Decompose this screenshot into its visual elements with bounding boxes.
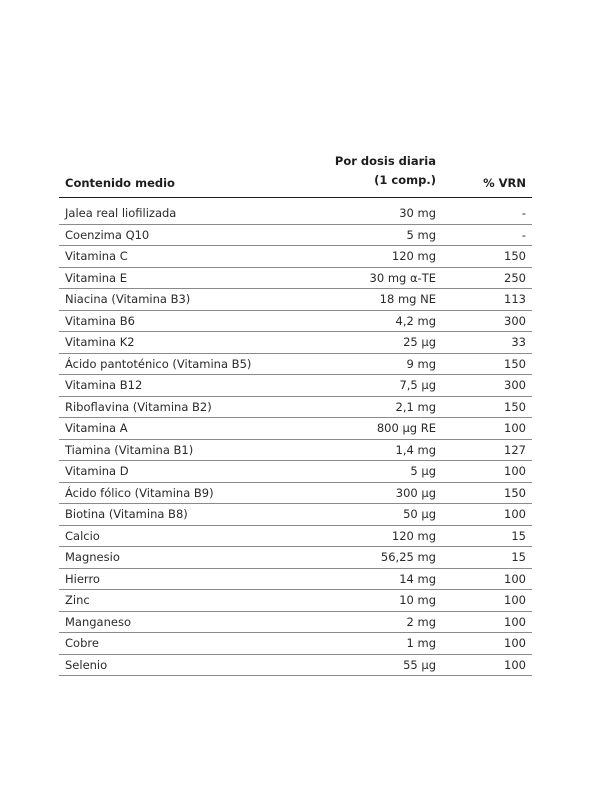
table-row <box>59 332 532 354</box>
nutrient-dose: 56,25 mg <box>380 550 436 564</box>
nutrient-vrn: 100 <box>504 657 526 672</box>
table-row <box>59 612 532 634</box>
nutrient-vrn: 33 <box>511 335 526 349</box>
nutrient-dose: 120 mg <box>391 249 436 263</box>
nutrient-name: Selenio <box>65 657 108 672</box>
nutrient-name: Vitamina K2 <box>65 335 135 349</box>
nutrient-name: Niacina (Vitamina B3) <box>65 292 191 306</box>
nutrient-vrn: 113 <box>504 292 526 306</box>
nutrient-name: Ácido pantoténico (Vitamina B5) <box>65 356 252 371</box>
nutrient-dose: 10 mg <box>399 593 436 607</box>
nutrient-name: Ácido fólico (Vitamina B9) <box>65 485 214 500</box>
nutrient-vrn: 100 <box>504 571 526 586</box>
table-row <box>59 633 532 655</box>
table-row <box>59 375 532 397</box>
nutrient-name: Vitamina B6 <box>65 313 135 328</box>
table-row <box>59 203 532 225</box>
nutrient-name: Vitamina A <box>65 421 128 435</box>
nutrient-dose: 25 µg <box>403 335 436 349</box>
table-row <box>59 526 532 548</box>
nutrient-name: Vitamina E <box>65 270 128 285</box>
table-row <box>59 225 532 247</box>
nutrient-dose: 800 µg RE <box>376 421 436 435</box>
nutrient-dose: 55 µg <box>403 657 436 672</box>
nutrient-dose: 1 mg <box>406 636 436 650</box>
nutrient-vrn: 150 <box>504 399 526 414</box>
nutrient-vrn: 100 <box>504 464 526 478</box>
nutrient-name: Zinc <box>65 593 90 607</box>
table-row <box>59 268 532 290</box>
nutrient-vrn: 150 <box>504 485 526 500</box>
nutrient-name: Cobre <box>65 636 99 650</box>
nutrient-vrn: 300 <box>504 313 526 328</box>
header-content: Contenido medio <box>65 176 175 190</box>
nutrient-vrn: 100 <box>504 614 526 629</box>
table-body <box>59 203 532 676</box>
header-dose <box>335 152 436 190</box>
nutrient-dose: 2 mg <box>406 614 436 629</box>
table-row <box>59 569 532 591</box>
table-row <box>59 655 532 677</box>
nutrient-dose: 4,2 mg <box>395 313 436 328</box>
table-row <box>59 504 532 526</box>
table-row <box>59 590 532 612</box>
nutrient-vrn: 250 <box>504 270 526 285</box>
nutrient-name: Coenzima Q10 <box>65 227 150 242</box>
nutrient-dose: 30 mg <box>399 206 436 220</box>
table-row <box>59 397 532 419</box>
nutrient-vrn: 15 <box>511 528 526 543</box>
nutrient-name: Riboflavina (Vitamina B2) <box>65 399 212 414</box>
nutrient-vrn: 15 <box>511 550 526 564</box>
table-row <box>59 311 532 333</box>
nutrient-dose: 50 µg <box>403 507 436 521</box>
nutrient-dose: 7,5 µg <box>399 378 436 392</box>
nutrient-dose: 5 µg <box>410 464 436 478</box>
nutrient-vrn: 150 <box>504 356 526 371</box>
table-row <box>59 289 532 311</box>
nutrition-table <box>59 152 532 676</box>
nutrient-name: Jalea real liofilizada <box>65 206 177 220</box>
header-dose-line1: Por dosis diaria <box>334 154 436 168</box>
nutrient-name: Vitamina B12 <box>65 378 143 392</box>
nutrient-vrn: 150 <box>504 249 526 263</box>
nutrient-dose: 9 mg <box>406 356 436 371</box>
table-row <box>59 246 532 268</box>
nutrient-name: Manganeso <box>65 614 131 629</box>
nutrient-vrn: 100 <box>504 593 526 607</box>
nutrient-vrn: 100 <box>504 507 526 521</box>
table-row <box>59 483 532 505</box>
table-row <box>59 547 532 569</box>
nutrient-dose: 300 µg <box>395 485 436 500</box>
nutrient-vrn: - <box>521 227 526 242</box>
nutrient-name: Vitamina C <box>65 249 128 263</box>
nutrient-vrn: 100 <box>504 421 526 435</box>
nutrient-name: Biotina (Vitamina B8) <box>65 507 188 521</box>
nutrient-dose: 1,4 mg <box>395 442 436 457</box>
nutrient-dose: 2,1 mg <box>395 399 436 414</box>
nutrient-dose: 18 mg NE <box>379 292 436 306</box>
table-header <box>59 152 532 198</box>
table-row <box>59 418 532 440</box>
header-vrn: % VRN <box>483 176 526 190</box>
nutrient-vrn: 300 <box>504 378 526 392</box>
nutrient-dose: 5 mg <box>406 227 436 242</box>
nutrient-name: Magnesio <box>65 550 120 564</box>
nutrient-name: Vitamina D <box>65 464 129 478</box>
nutrient-vrn: 127 <box>504 442 526 457</box>
table-row <box>59 354 532 376</box>
nutrient-name: Calcio <box>65 528 100 543</box>
header-dose-line2: (1 comp.) <box>374 173 436 187</box>
nutrient-vrn: - <box>521 206 526 220</box>
table-row <box>59 461 532 483</box>
nutrient-dose: 14 mg <box>399 571 436 586</box>
nutrient-name: Tiamina (Vitamina B1) <box>65 442 194 457</box>
nutrient-dose: 120 mg <box>391 528 436 543</box>
nutrient-name: Hierro <box>65 571 100 586</box>
table-row <box>59 440 532 462</box>
nutrient-vrn: 100 <box>504 636 526 650</box>
nutrient-dose: 30 mg α-TE <box>369 270 436 285</box>
